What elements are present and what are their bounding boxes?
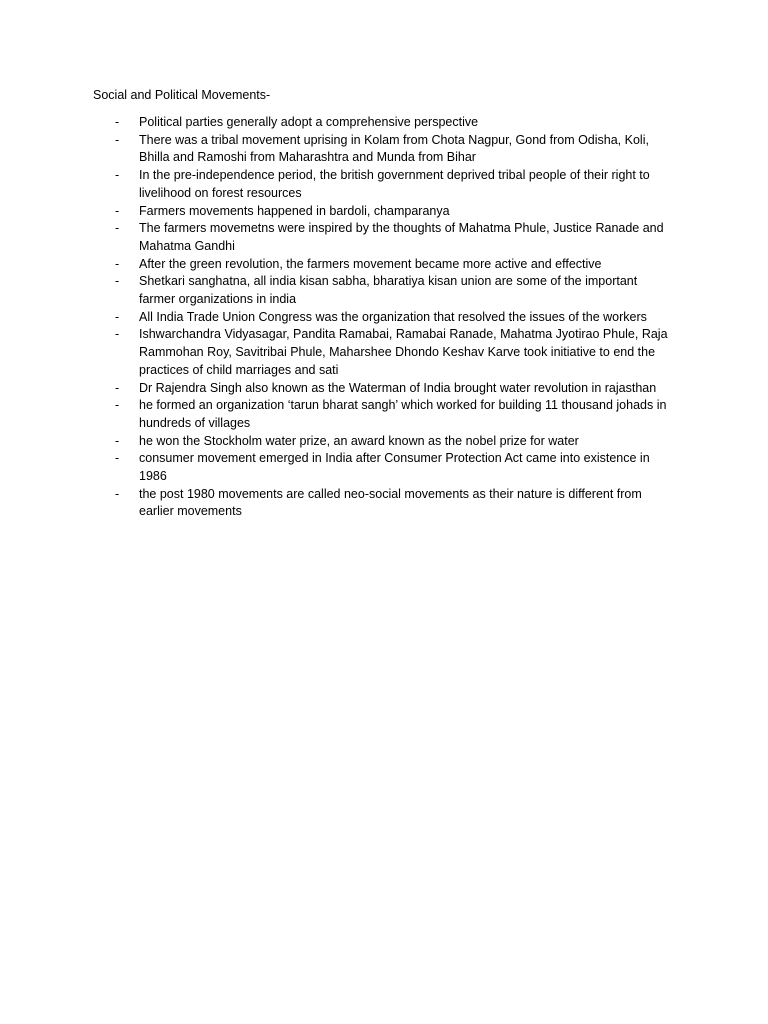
list-item-text: The farmers movemetns were inspired by the thoughts of Mahatma Phule, Justice Ranade and Mahatma Gandhi: [139, 221, 664, 253]
bullet-marker: -: [115, 327, 120, 342]
bullet-marker: -: [115, 168, 120, 183]
list-item-text: After the green revolution, the farmers movement became more active and effective: [139, 256, 602, 271]
bullet-marker: -: [115, 132, 120, 147]
bullet-marker: -: [115, 309, 120, 324]
list-item: [0, 114, 675, 132]
list-item-text: he formed an organization ‘tarun bharat sangh’ which worked for building 11 thousand johads in hundreds of villages: [139, 398, 667, 430]
list-item: [0, 220, 675, 255]
bullet-marker: -: [115, 221, 120, 236]
list-item-text: Dr Rajendra Singh also known as the Waterman of India brought water revolution in rajasthan: [139, 380, 657, 395]
list-item-text: Shetkari sanghatna, all india kisan sabha, bharatiya kisan union are some of the important farmer organizations in india: [139, 274, 638, 307]
list-item-text: Political parties generally adopt a comprehensive perspective: [139, 115, 479, 129]
list-item-text: he won the Stockholm water prize, an award known as the nobel prize for water: [139, 433, 579, 448]
list-item-text: consumer movement emerged in India after Consumer Protection Act came into existence in 1986: [139, 451, 650, 484]
list-item: [0, 256, 675, 274]
list-item: [0, 203, 675, 221]
list-item: [0, 132, 675, 167]
list-item-text: There was a tribal movement uprising in Kolam from Chota Nagpur, Gond from Odisha, Koli, Bhilla and Ramoshi from Maharashtra and Munda from Bihar: [139, 132, 649, 165]
bullet-marker: -: [115, 451, 120, 466]
list-item: [0, 486, 675, 521]
list-item-text: In the pre-independence period, the british government deprived tribal people of their right to livelihood on forest resources: [139, 168, 650, 200]
list-item: [0, 326, 675, 379]
list-item-text: Farmers movements happened in bardoli, champaranya: [139, 203, 450, 218]
bullet-marker: -: [115, 380, 120, 395]
bullet-list: [0, 114, 768, 521]
list-item-text: the post 1980 movements are called neo-social movements as their nature is different from earlier movements: [139, 486, 642, 519]
bullet-marker: -: [115, 486, 120, 501]
bullet-marker: -: [115, 433, 120, 448]
bullet-marker: -: [115, 274, 120, 289]
bullet-marker: -: [115, 115, 120, 129]
list-item: [0, 397, 675, 432]
bullet-marker: -: [115, 398, 120, 413]
list-item: [0, 450, 675, 485]
bullet-marker: -: [115, 256, 120, 271]
bullet-marker: -: [115, 203, 120, 218]
list-item: [0, 380, 675, 398]
document-title: Social and Political Movements-: [93, 88, 271, 102]
list-item-text: All India Trade Union Congress was the organization that resolved the issues of the workers: [139, 309, 647, 324]
list-item: [0, 167, 675, 202]
list-item: [0, 273, 675, 308]
list-item-text: Ishwarchandra Vidyasagar, Pandita Ramabai, Ramabai Ranade, Mahatma Jyotirao Phule, Raja Rammohan Roy, Savitribai Phule, Maharshee Dhondo Keshav Karve took initiative to end the practices of child marriages and sati: [139, 327, 668, 377]
list-item: [0, 309, 675, 327]
list-item: [0, 433, 675, 451]
